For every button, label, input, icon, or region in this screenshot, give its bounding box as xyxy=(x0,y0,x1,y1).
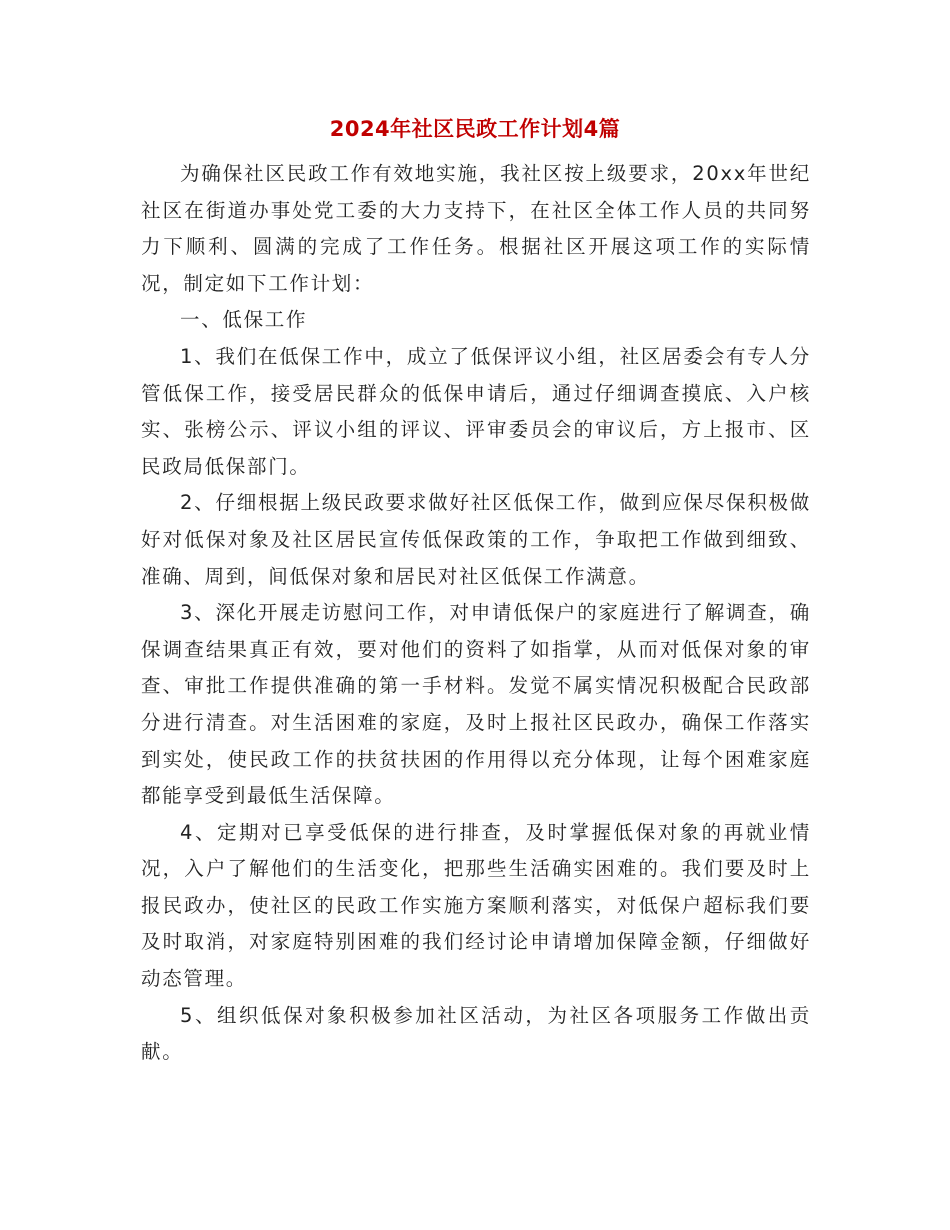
document-body xyxy=(141,156,811,1071)
paragraph-item-4: 4、定期对已享受低保的进行排查，及时掌握低保对象的再就业情况，入户了解他们的生活变化，把那些生活确实困难的。我们要及时上报民政办，使社区的民政工作实施方案顺利落实，对低保户超标我们要及时取消，对家庭特别困难的我们经讨论申请增加保障金额，仔细做好动态管理。 xyxy=(141,820,811,991)
paragraph-item-5: 5、组织低保对象积极参加社区活动，为社区各项服务工作做出贡献。 xyxy=(141,1003,811,1064)
paragraph-item-3: 3、深化开展走访慰问工作，对申请低保户的家庭进行了解调查，确保调查结果真正有效，要对他们的资料了如指掌，从而对低保对象的审查、审批工作提供准确的第一手材料。发觉不属实情况积极配合民政部分进行清查。对生活困难的家庭，及时上报社区民政办，确保工作落实到实处，使民政工作的扶贫扶困的作用得以充分体现，让每个困难家庭都能享受到最低生活保障。 xyxy=(141,601,811,808)
paragraph-intro: 为确保社区民政工作有效地实施，我社区按上级要求，20xx年世纪社区在街道办事处党工委的大力支持下，在社区全体工作人员的共同努力下顺利、圆满的完成了工作任务。根据社区开展这项工作的实际情况，制定如下工作计划： xyxy=(141,162,811,295)
paragraph-item-2: 2、仔细根据上级民政要求做好社区低保工作，做到应保尽保积极做好对低保对象及社区居民宣传低保政策的工作，争取把工作做到细致、准确、周到，间低保对象和居民对社区低保工作满意。 xyxy=(141,491,811,588)
section-heading-1: 一、低保工作 xyxy=(180,308,308,332)
document-title: 2024年社区民政工作计划4篇 xyxy=(329,117,621,141)
paragraph-item-1: 1、我们在低保工作中，成立了低保评议小组，社区居委会有专人分管低保工作，接受居民群众的低保申请后，通过仔细调查摸底、入户核实、张榜公示、评议小组的评议、评审委员会的审议后，方上报市、区民政局低保部门。 xyxy=(141,344,811,478)
